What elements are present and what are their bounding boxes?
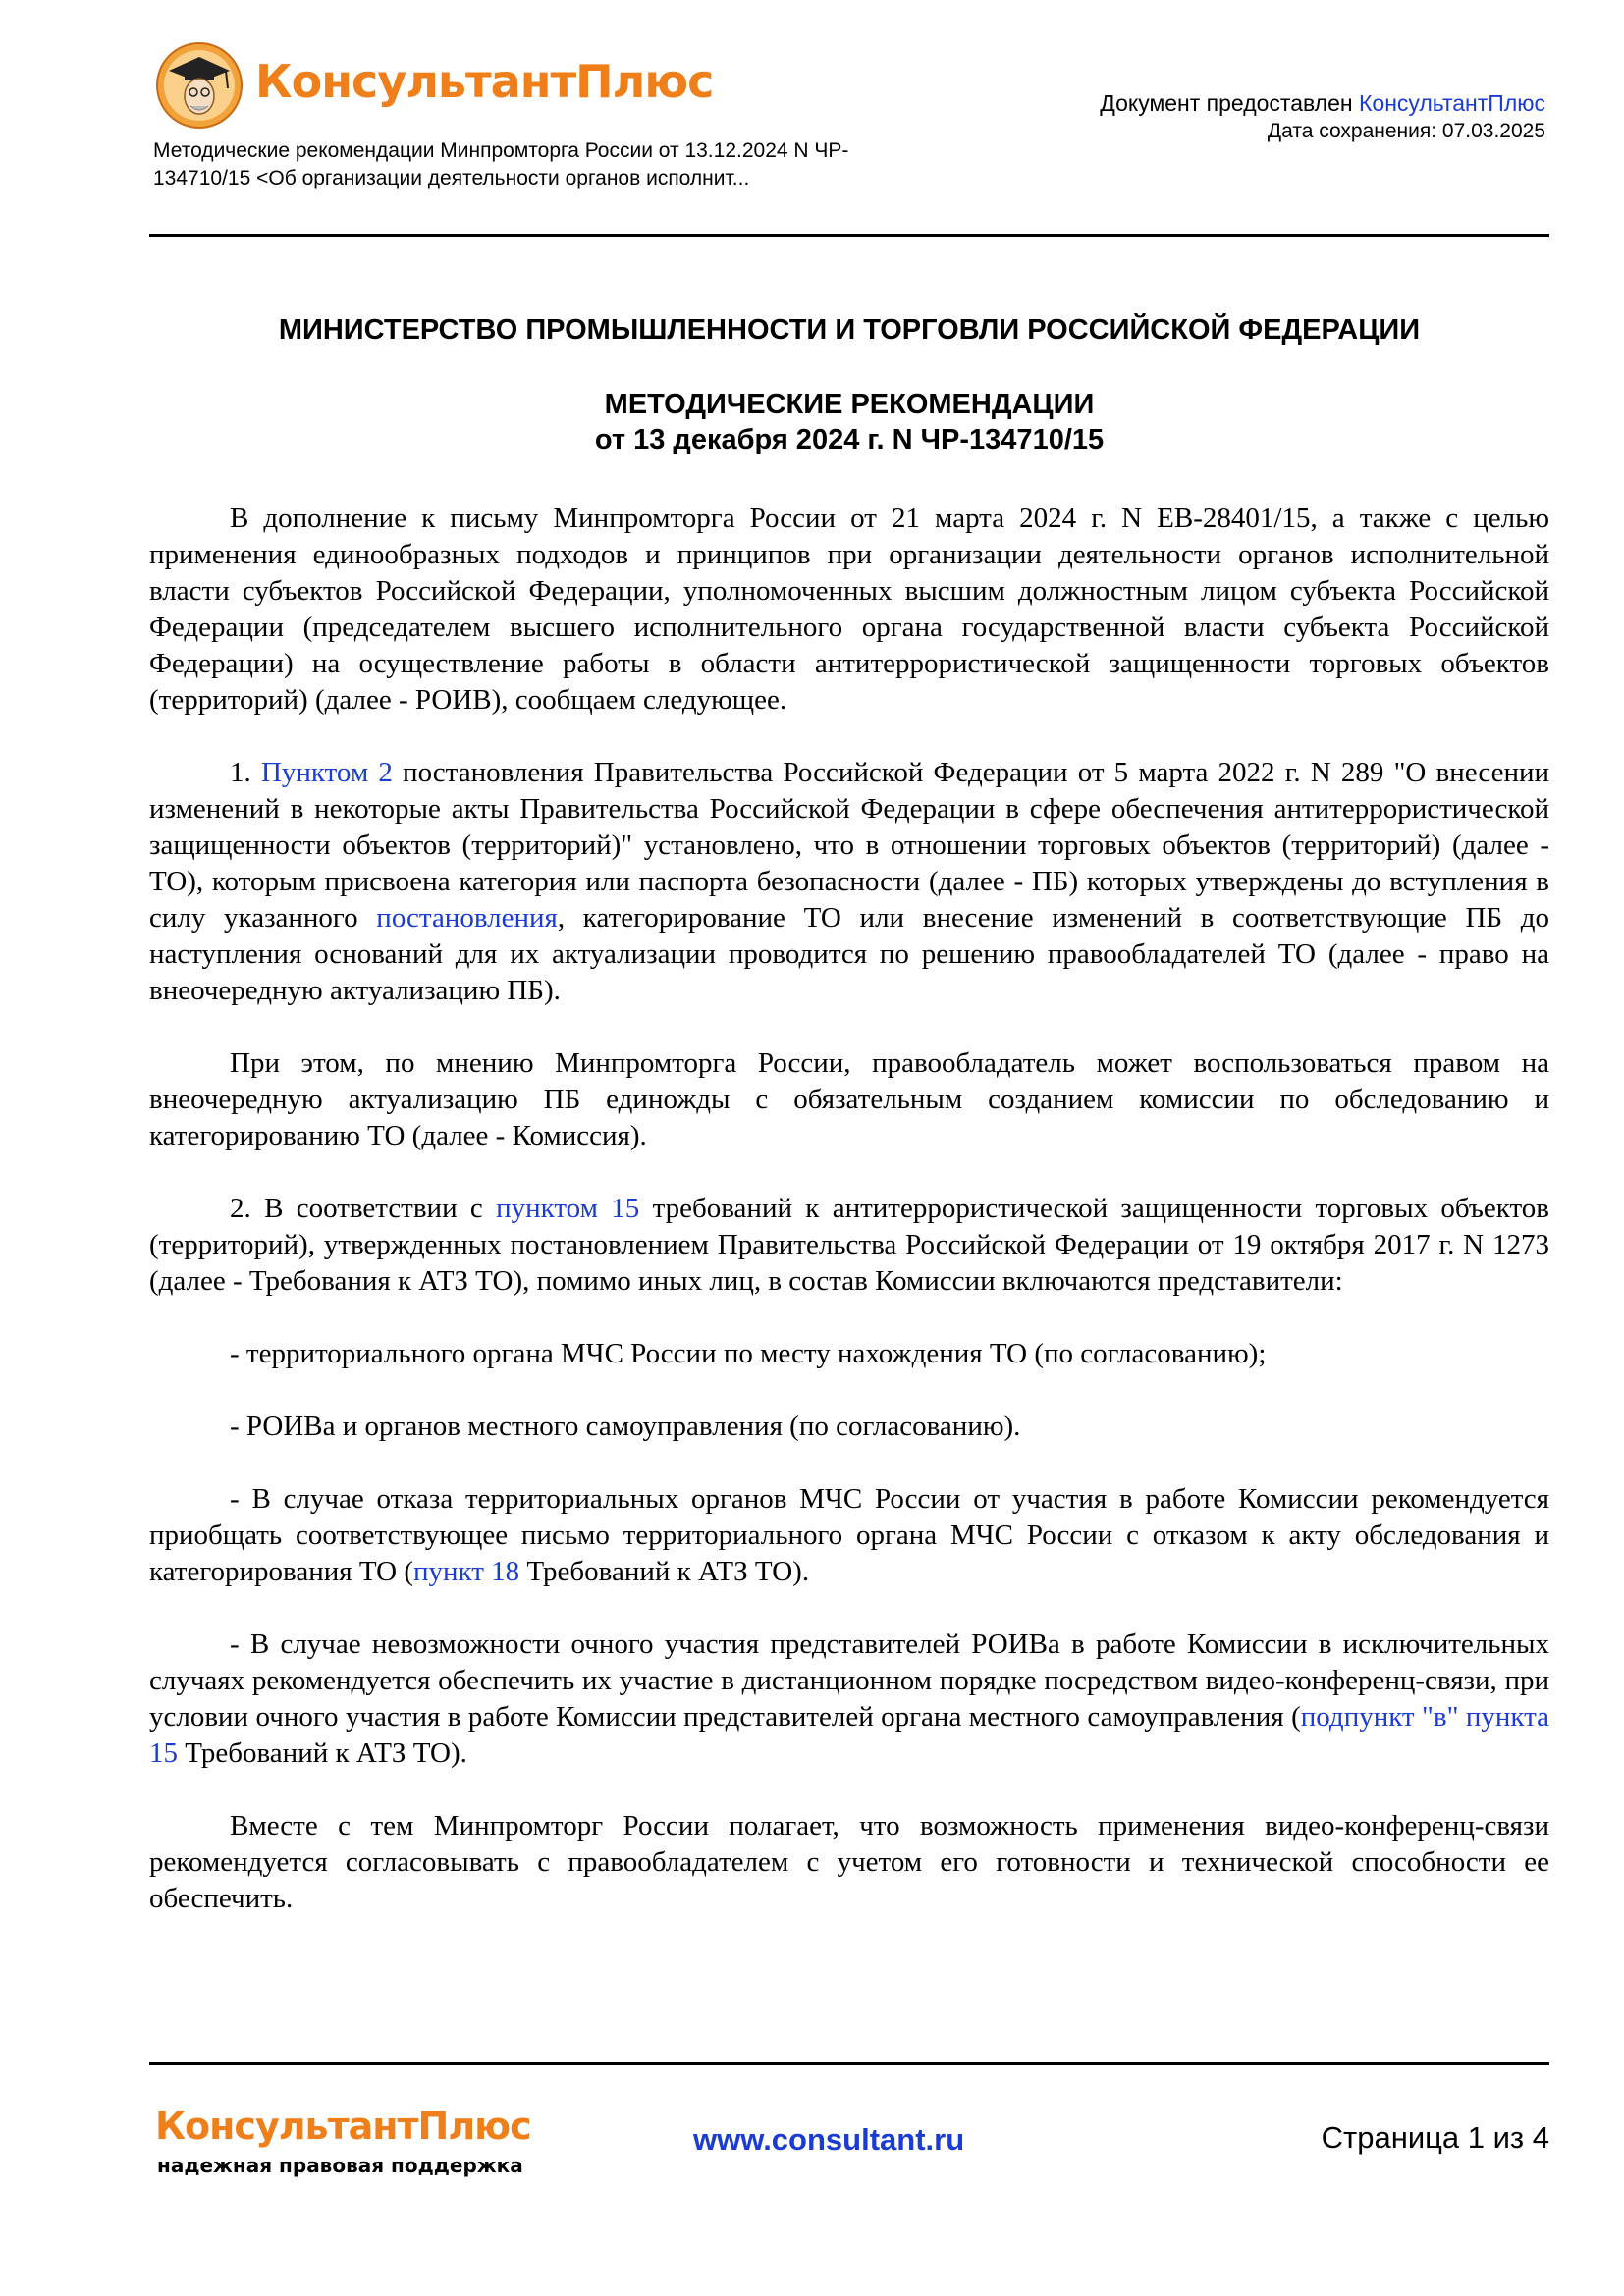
header-divider <box>149 234 1549 237</box>
provided-link[interactable]: КонсультантПлюс <box>1359 90 1545 116</box>
professor-logo-icon <box>155 41 244 130</box>
paragraph-text: постановления Правительства Российской Федерации от 5 марта 2022 г. N 289 "О внесении изменений в некоторые акты Правительства Российской Федерации в сфере обеспечения антитеррористической защищенности объектов (территорий)" установлено, что в отношении торговых объектов (территорий) (далее - ТО), которым присвоена категория или паспорта безопасности (далее - ПБ) которых утверждены до вступления в силу указанного <box>149 757 1550 934</box>
footer-website-link[interactable]: www.consultant.ru <box>693 2122 965 2157</box>
document-type: МЕТОДИЧЕСКИЕ РЕКОМЕНДАЦИИ <box>604 389 1095 420</box>
caption-line: 134710/15 <Об организации деятельности органов исполнит... <box>153 167 750 189</box>
logo-text: КонсультантПлюс <box>255 55 714 108</box>
paragraph-1 <box>149 755 1549 1009</box>
paragraph-intro: В дополнение к письму Минпромторга России от 21 марта 2024 г. N ЕВ-28401/15, а также с целью применения единообразных подходов и принципов при организации деятельности органов исполнительной власти субъектов Российской Федерации, уполномоченных высшим должностным лицом субъекта Российской Федерации (председателем высшего исполнительного органа государственной власти субъекта Российской Федерации) на осуществление работы в области антитеррористической защищенности торговых объектов (территорий) (далее - РОИВ), сообщаем следующее. <box>149 503 1549 716</box>
paragraph-text: требований к антитеррористической защищенности торговых объектов (территорий), утвержденных постановлением Правительства Российской Федерации от 19 октября 2017 г. N 1273 (далее - Требования к АТЗ ТО), помимо иных лиц, в состав Комиссии включаются представители: <box>149 1193 1549 1297</box>
caption-line: Методические рекомендации Минпромторга России от 13.12.2024 N ЧР- <box>153 139 849 162</box>
page-footer <box>0 2071 1624 2296</box>
paragraph-text: Требований к АТЗ ТО). <box>519 1556 810 1587</box>
paragraph-2: При этом, по мнению Минпромторга России, правообладатель может воспользоваться правом на внеочередную актуализацию ПБ единожды с обязательным созданием комиссии по обследованию и категорированию ТО (далее - Комиссия). <box>149 1047 1549 1151</box>
paragraph-6 <box>149 1481 1549 1590</box>
link-resolution[interactable]: постановления <box>376 902 558 934</box>
paragraph-text: , категорирование ТО или внесение изменений в соответствующие ПБ до наступления оснований для их актуализации проводится по решению правообладателей ТО (далее - право на внеочередную актуализацию ПБ). <box>149 902 1549 1006</box>
paragraph-5: - РОИВа и органов местного самоуправления (по согласованию). <box>230 1411 1021 1442</box>
paragraph-8: Вместе с тем Минпромторг России полагает, что возможность применения видео-конференц-связи рекомендуется согласовывать с правообладателем с учетом его готовности и технической способности ее обеспечить. <box>149 1810 1549 1914</box>
footer-divider <box>149 2062 1549 2065</box>
footer-brand: КонсультантПлюс <box>155 2105 531 2148</box>
paragraph-4: - территориального органа МЧС России по месту нахождения ТО (по согласованию); <box>230 1338 1267 1369</box>
paragraph-text: - В случае невозможности очного участия представителей РОИВа в работе Комиссии в исключительных случаях рекомендуется обеспечить их участие в дистанционном порядке посредством видео-конференц-связи, при условии очного участия в работе Комиссии представителей органа местного самоуправления ( <box>149 1629 1549 1733</box>
paragraph-text: - В случае отказа территориальных органов МЧС России от участия в работе Комиссии рекомендуется приобщать соответствующее письмо территориального органа МЧС России с отказом к акту обследования и категорирования ТО ( <box>149 1483 1549 1587</box>
page-header <box>0 0 1624 240</box>
document-caption <box>153 137 909 192</box>
link-subpoint-v-point-15[interactable]: подпункт "в" пункта 15 <box>149 1701 1549 1769</box>
document-date: от 13 декабря 2024 г. N ЧР-134710/15 <box>594 424 1105 455</box>
consultant-logo[interactable] <box>155 41 714 126</box>
provided-by <box>1100 88 1545 118</box>
paragraph-text: 2. В соответствии с <box>230 1193 497 1224</box>
paragraph-text: Требований к АТЗ ТО). <box>178 1737 467 1769</box>
provided-prefix: Документ предоставлен <box>1100 90 1359 116</box>
document-body <box>149 501 1549 1953</box>
link-point-18[interactable]: пункт 18 <box>413 1556 520 1587</box>
page-number: Страница 1 из 4 <box>1321 2120 1549 2155</box>
paragraph-3 <box>149 1191 1549 1300</box>
link-point-15[interactable]: пунктом 15 <box>496 1193 640 1224</box>
save-date: Дата сохранения: 07.03.2025 <box>1267 120 1545 142</box>
paragraph-7 <box>149 1627 1549 1772</box>
footer-tagline: надежная правовая поддержка <box>157 2154 523 2177</box>
link-point-2[interactable]: Пунктом 2 <box>260 757 393 788</box>
ministry-title: МИНИСТЕРСТВО ПРОМЫШЛЕННОСТИ И ТОРГОВЛИ РОССИЙСКОЙ ФЕДЕРАЦИИ <box>278 314 1421 346</box>
paragraph-text: 1. <box>230 757 261 788</box>
